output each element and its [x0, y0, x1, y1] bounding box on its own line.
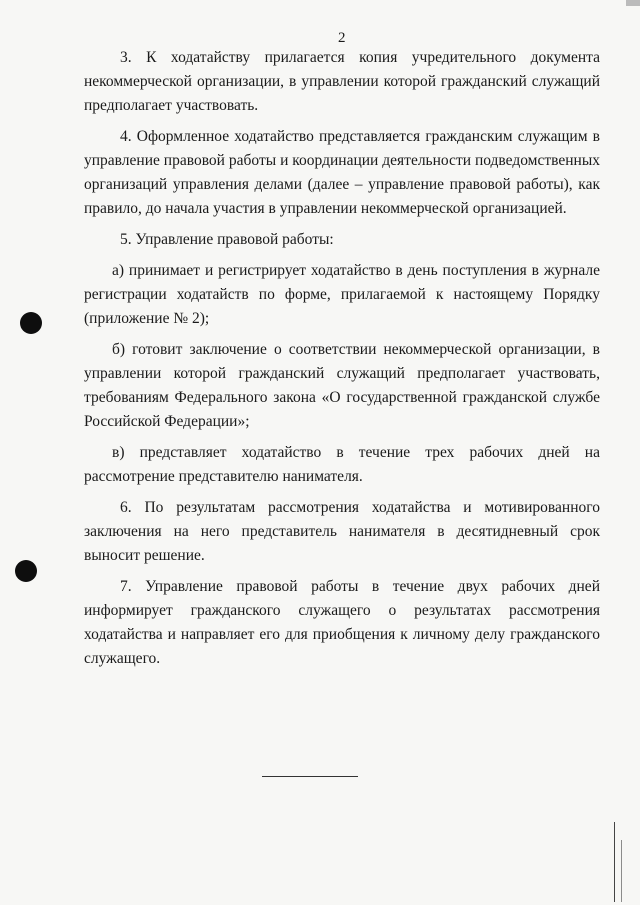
paragraph-4: 4. Оформленное ходатайство представляется гражданским служащим в управление правовой работы и координации деятельности подведомственных организаций управления делами (далее – управление правовой работы), как правило, до начала участия в управлении некоммерческой организацией.: [84, 128, 600, 217]
paragraph-5b: б) готовит заключение о соответствии некоммерческой организации, в управлении которой гражданский служащий предполагает участвовать, требованиям Федерального закона «О государственной гражданской службе Российской Федерации»;: [84, 341, 600, 430]
end-of-text-rule: [262, 776, 358, 777]
document-body: [84, 46, 600, 678]
paragraph-5a: а) принимает и регистрирует ходатайство в день поступления в журнале регистрации ходатайств по форме, прилагаемой к настоящему Порядку (приложение № 2);: [84, 262, 600, 327]
paragraph-5: 5. Управление правовой работы:: [120, 231, 334, 248]
scan-edge-line: [614, 822, 615, 902]
paragraph-6: 6. По результатам рассмотрения ходатайства и мотивированного заключения на него представитель нанимателя в десятидневный срок выносит решение.: [84, 499, 600, 564]
paragraph-5v: в) представляет ходатайство в течение трех рабочих дней на рассмотрение представителю нанимателя.: [84, 444, 600, 485]
paragraph-3: 3. К ходатайству прилагается копия учредительного документа некоммерческой организации, в управлении которой гражданский служащий предполагает участвовать.: [84, 49, 600, 114]
punch-hole: [20, 312, 42, 334]
scan-edge-line: [621, 840, 622, 902]
punch-hole: [15, 560, 37, 582]
scan-corner-mark: [626, 0, 640, 6]
paragraph-7: 7. Управление правовой работы в течение двух рабочих дней информирует гражданского служащего о результатах рассмотрения ходатайства и направляет его для приобщения к личному делу гражданского служащего.: [84, 578, 600, 667]
page-number: 2: [338, 30, 346, 46]
